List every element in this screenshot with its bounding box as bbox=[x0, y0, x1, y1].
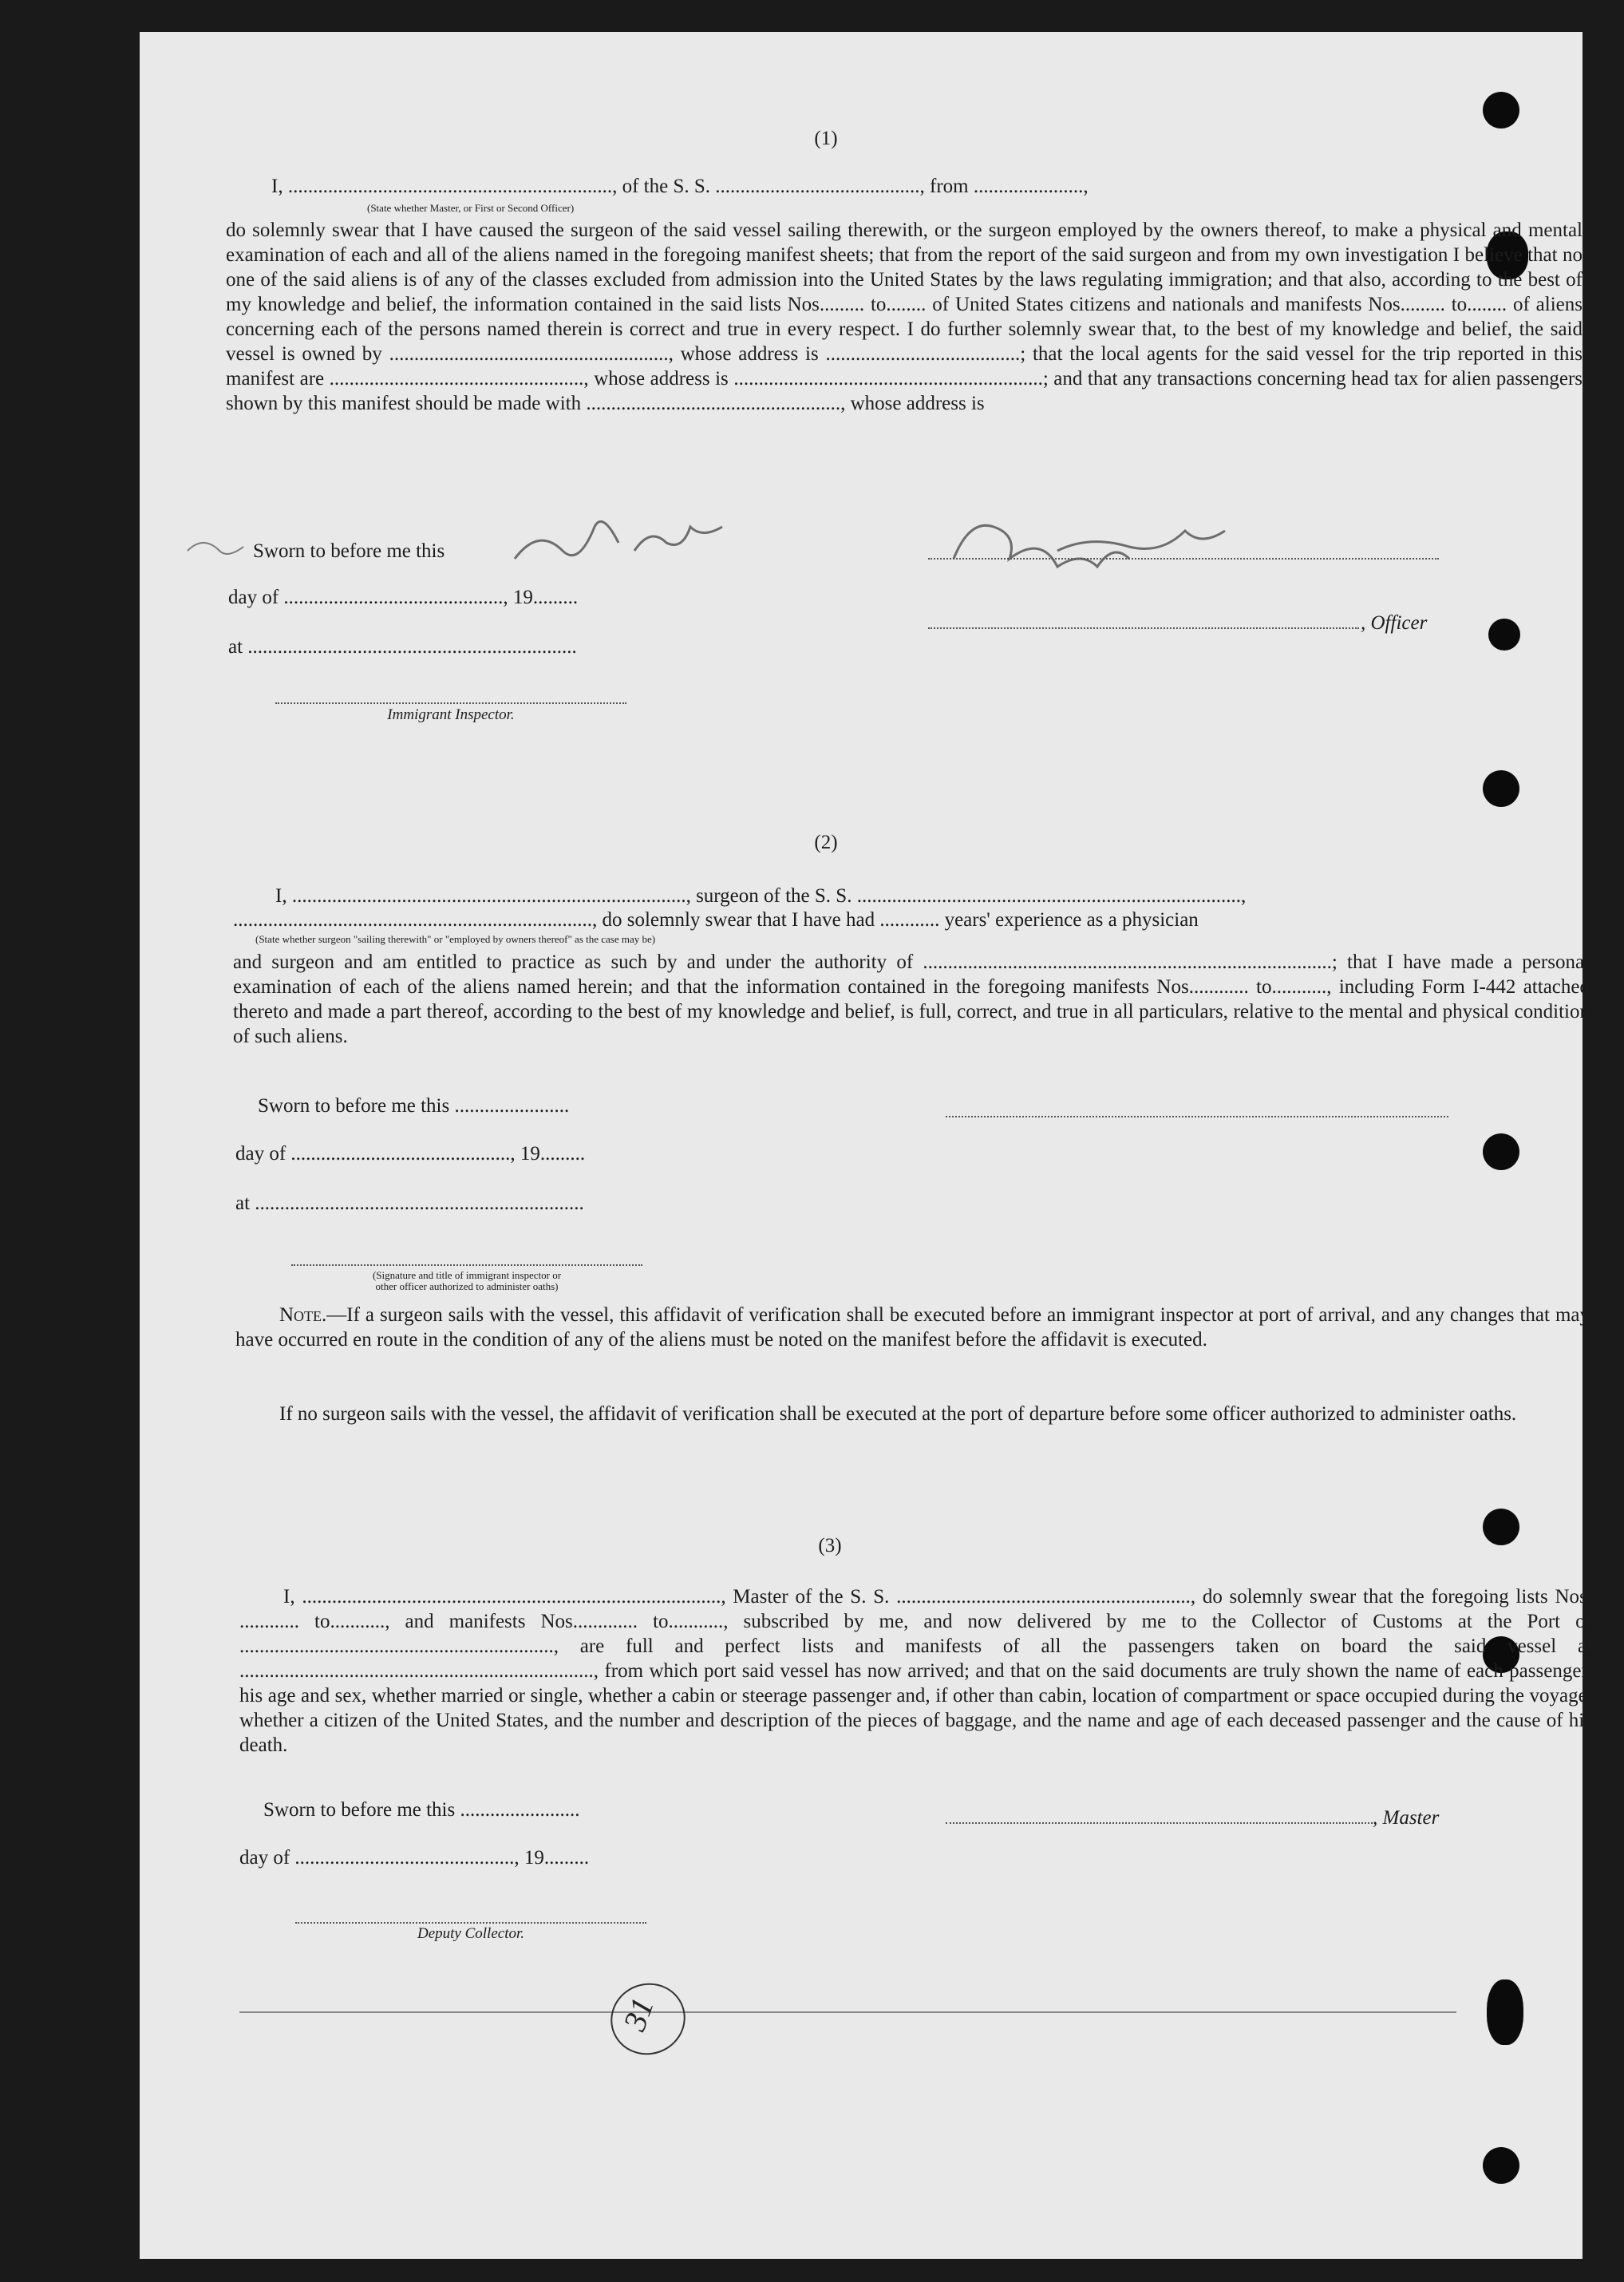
section-2-signature-note-1: (Signature and title of immigrant inspector or bbox=[372, 1269, 562, 1281]
section-2-surgeon-note: (State whether surgeon "sailing therewith" or "employed by owners thereof" as the case may be) bbox=[255, 933, 656, 945]
section-3-collector-line bbox=[295, 1922, 646, 1924]
section-3-sworn-label: Sworn to before me this ........................ bbox=[263, 1799, 580, 1821]
section-1-inspector-label: Immigrant Inspector. bbox=[387, 706, 515, 723]
punch-hole bbox=[1483, 1133, 1519, 1170]
bottom-rule bbox=[239, 2011, 1456, 2013]
section-1-at: at .................................................................. bbox=[228, 636, 577, 658]
punch-hole bbox=[1487, 1979, 1523, 2045]
section-1-body: do solemnly swear that I have caused the surgeon of the said vessel sailing therewith, or the surgeon employed by the owners thereof, to make a physical and mental examination of each and all of the aliens named in the foregoing manifest sheets; that from the report of the said surgeon and from my own investigation I believe that no one of the said aliens is of any of the classes excluded from admission into the United States by the laws regulating immigration; and that also, according to the best of my knowledge and belief, the information contained in the said lists Nos......... to........ of United States citizens and nationals and manifests Nos......... to........ of aliens concerning each of the persons named therein is correct and true in every respect. I do further solemnly swear that, to the best of my knowledge and belief, the said vessel is owned by ........................................................, whose address is .......................................; that the local agents for the said vessel for the trip reported in this manifest are ..................................................., whose address is ..............................................................; and that any transactions concerning head tax for alien passengers shown by this manifest should be made with ..................................................., whose address is bbox=[226, 219, 1583, 414]
document-page bbox=[140, 32, 1592, 2259]
section-2-note-paragraph bbox=[235, 1303, 1590, 1352]
section-2-at: at .................................................................. bbox=[235, 1192, 584, 1214]
section-1-sworn-label: Sworn to before me this bbox=[253, 540, 445, 562]
section-2-heading: (2) bbox=[814, 832, 838, 853]
section-2-second-line: ........................................................................, do solemnly swear that I have had ............ years' experience as a physician bbox=[233, 909, 1199, 931]
section-3-collector-label: Deputy Collector. bbox=[417, 1925, 525, 1942]
punch-hole bbox=[1488, 619, 1520, 651]
punch-hole bbox=[1483, 770, 1519, 807]
punch-hole bbox=[1483, 92, 1519, 129]
note-label: Note. bbox=[279, 1304, 327, 1326]
section-1-officer-line bbox=[928, 558, 1439, 560]
stamp-number: 31 bbox=[616, 1993, 661, 2035]
section-3-heading: (3) bbox=[818, 1535, 842, 1556]
section-2-note-paragraph-2: If no surgeon sails with the vessel, the affidavit of verification shall be executed at the port of departure before some officer authorized to administer oaths. bbox=[279, 1403, 1517, 1425]
section-1-officer-label: , Officer bbox=[1361, 612, 1428, 634]
section-2-surgeon-signature-line bbox=[946, 1116, 1448, 1117]
section-3-day-of: day of ............................................, 19......... bbox=[239, 1847, 590, 1869]
section-1-officer-signature-line bbox=[928, 627, 1359, 629]
section-1-first-line: I, ................................................................., of the S. S. ........................................., from ......................, bbox=[271, 176, 1089, 197]
punch-hole bbox=[1483, 2147, 1519, 2184]
section-3-master-label: , Master bbox=[1373, 1807, 1440, 1829]
section-2-body: and surgeon and am entitled to practice as such by and under the authority of ..................................................................................; that I have made a personal examination of each of the aliens named herein; and that the information contained in the foregoing manifests Nos............ to..........., including Form I-442 attached thereto and made a part thereof, according to the best of my knowledge and belief, is full, correct, and true in all particulars, relative to the mental and physical condition of such aliens. bbox=[233, 951, 1590, 1047]
section-1-heading: (1) bbox=[814, 128, 838, 149]
section-3-master-line bbox=[946, 1822, 1373, 1824]
section-1-officer-note: (State whether Master, or First or Second Officer) bbox=[367, 202, 575, 214]
section-2-inspector-line bbox=[291, 1264, 642, 1266]
section-2-signature-note-2: other officer authorized to administer oaths) bbox=[375, 1280, 559, 1292]
section-2-sworn-label: Sworn to before me this ....................... bbox=[258, 1095, 570, 1117]
note-text-1: —If a surgeon sails with the vessel, this affidavit of verification shall be executed before an immigrant inspector at port of arrival, and any changes that may have occurred en route in the condition of any of the aliens must be noted on the manifest before the affidavit is executed. bbox=[235, 1304, 1590, 1351]
section-2-first-line: I, ..............................................................................., surgeon of the S. S. ............................................................................., bbox=[275, 885, 1247, 907]
section-3-body: I, ...................................................................................., Master of the S. S. ..........................................................., do solemnly swear that the foregoing lists Nos. ............ to..........., and manifests Nos............. to..........., subscribed by me, and now delivered by me to the Collector of Customs at the Port of ..............................................................., are full and perfect lists and manifests of all the passengers taken on board the said vessel at ......................................................................., from which port said vessel has now arrived; and that on the said documents are truly shown the name of each passenger, his age and sex, whether married or single, whether a cabin or steerage passenger and, if other than cabin, location of compartment or space occupied during the voyage, whether a citizen of the United States, and the number and description of the pieces of baggage, and the name and age of each deceased passenger and the cause of his death. bbox=[239, 1586, 1592, 1756]
section-1-inspector-line bbox=[275, 702, 626, 704]
punch-hole bbox=[1483, 1509, 1519, 1545]
section-1-day-of: day of ............................................, 19......... bbox=[228, 587, 579, 608]
section-2-day-of: day of ............................................, 19......... bbox=[235, 1143, 586, 1165]
